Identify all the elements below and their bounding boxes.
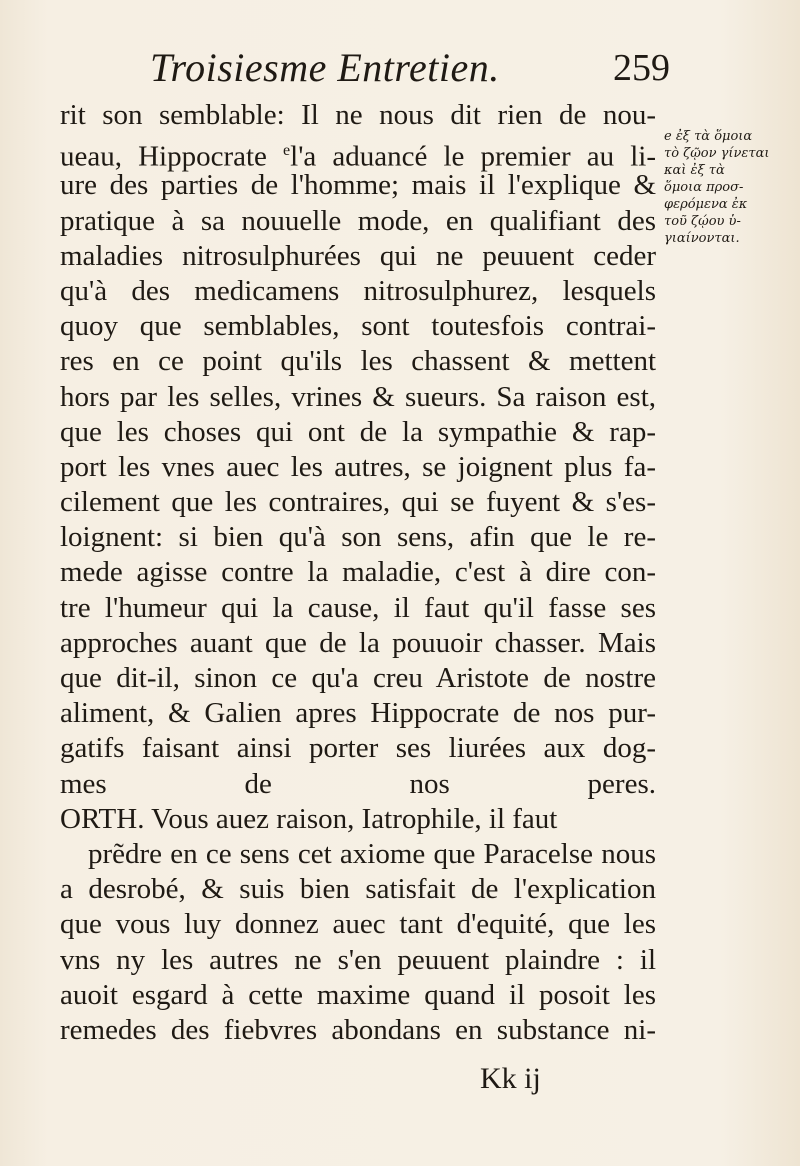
text-line: loignent: si bien qu'à son sens, afin que le re- [60, 521, 656, 554]
text-line: hors par les selles, vrines & sueurs. Sa raison est, [60, 380, 656, 413]
text-line: res en ce point qu'ils les chassent & mettent [60, 345, 656, 378]
margin-note-line: e ἐξ τὰ ὅμοια [664, 129, 753, 144]
margin-note-line: τοῦ ζῴου ὑ- [664, 214, 741, 229]
text-line: aliment, & Galien apres Hippocrate de nos pur- [60, 697, 656, 730]
text-line: a desrobé, & suis bien satisfait de l'explication [60, 873, 656, 906]
text-line: ORTH. Vous auez raison, Iatrophile, il faut [60, 802, 558, 835]
text-line: tre l'humeur qui la cause, il faut qu'il fasse ses [60, 591, 656, 624]
text-line: mes de nos peres. [60, 767, 656, 800]
text-line: cilement que les contraires, qui se fuyent & s'es- [60, 486, 656, 519]
text-line: prẽdre en ce sens cet axiome que Paracelse nous [88, 837, 656, 870]
text-fragment: ueau, Hippocrate [60, 140, 267, 173]
text-line: rit son semblable: Il ne nous dit rien de nou- [60, 99, 656, 131]
text-line: ure des parties de l'homme; mais il l'explique & [60, 169, 656, 202]
text-line: vns ny les autres ne s'en peuuent plaindre : il [60, 943, 656, 976]
margin-note-line: ὅμοια προσ- [664, 180, 744, 195]
margin-note-line: καὶ ἐξ τὰ [664, 163, 725, 178]
page-header [150, 44, 690, 96]
text-line: mede agisse contre la maladie, c'est à dire con- [60, 556, 656, 589]
margin-note-line: γιαίνονται. [664, 231, 740, 246]
text-line: qu'à des medicamens nitrosulphurez, lesquels [60, 274, 656, 307]
margin-note-line: φερόμενα ἐκ [664, 197, 748, 212]
text-line: port les vnes auec les autres, se joignent plus fa- [60, 450, 656, 483]
text-line: pratique à sa nouuelle mode, en qualifiant des [60, 204, 656, 237]
margin-note [664, 128, 792, 247]
text-line: maladies nitrosulphurées qui ne peuuent ceder [60, 239, 656, 272]
page-number: 259 [613, 47, 670, 89]
text-line: que vous luy donnez auec tant d'equité, que les [60, 908, 656, 941]
text-line: que les choses qui ont de la sympathie & rap- [60, 415, 656, 448]
text-line: gatifs faisant ainsi porter ses liurées aux dog- [60, 732, 656, 765]
footnote-mark: e [283, 142, 291, 160]
text-line [60, 1048, 656, 1083]
margin-note-line: τὸ ζῷον γίνεται [664, 146, 770, 161]
text-line: remedes des fiebvres abondans en substance ni- [60, 1013, 656, 1046]
running-title: Troisiesme Entretien. [150, 45, 500, 90]
body-text [60, 98, 656, 1083]
text-line [60, 133, 657, 173]
text-line: approches auant que de la pouuoir chasser. Mais [60, 626, 656, 659]
text-line: auoit esgard à cette maxime quand il posoit les [60, 978, 656, 1011]
text-line: quoy que semblables, sont toutesfois contrai- [60, 310, 656, 343]
text-fragment: l'a aduancé le premier au li- [290, 140, 657, 173]
signature-mark: Kk ij [480, 1062, 541, 1095]
text-line: que dit-il, sinon ce qu'a creu Aristote de nostre [60, 662, 656, 694]
